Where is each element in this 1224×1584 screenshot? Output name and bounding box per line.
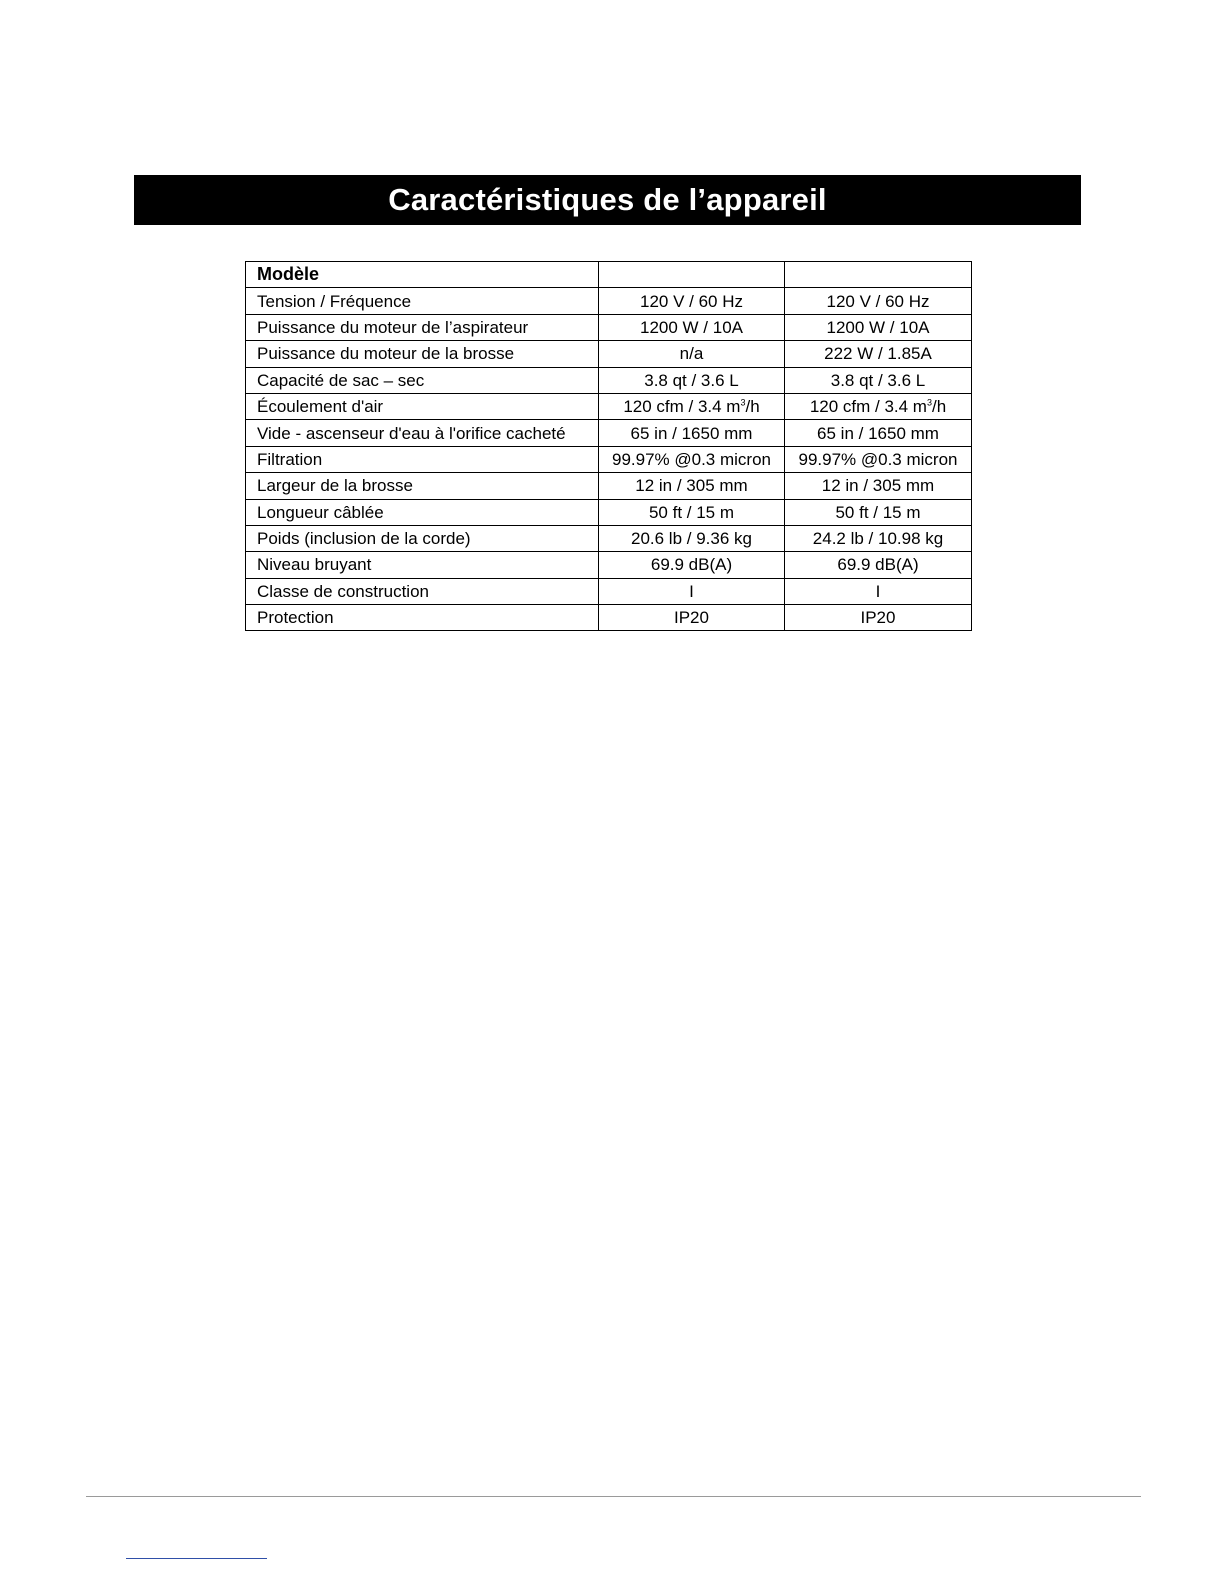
table-row-vacuum-motor-power xyxy=(246,314,972,340)
model-b-value: IP20 xyxy=(785,605,972,631)
model-header-label: Modèle xyxy=(246,262,599,288)
table-row-cord-length xyxy=(246,499,972,525)
title-banner xyxy=(134,175,1081,225)
model-b-value: 99.97% @0.3 micron xyxy=(785,446,972,472)
model-b-value: 120 V / 60 Hz xyxy=(785,288,972,314)
row-label: Vide - ascenseur d'eau à l'orifice cacheté xyxy=(246,420,599,446)
model-b-value: 50 ft / 15 m xyxy=(785,499,972,525)
table-row-weight xyxy=(246,525,972,551)
table-row-brush-width xyxy=(246,473,972,499)
row-label: Longueur câblée xyxy=(246,499,599,525)
model-a-value: 3.8 qt / 3.6 L xyxy=(599,367,785,393)
model-b-value: 3.8 qt / 3.6 L xyxy=(785,367,972,393)
row-label: Capacité de sac – sec xyxy=(246,367,599,393)
model-a-value: 20.6 lb / 9.36 kg xyxy=(599,525,785,551)
model-a-header xyxy=(599,262,785,288)
model-a-value: 1200 W / 10A xyxy=(599,314,785,340)
footer-link-underline xyxy=(126,1558,267,1559)
table-row-voltage xyxy=(246,288,972,314)
airflow-a-unit: /h xyxy=(745,397,760,417)
airflow-b-unit: /h xyxy=(932,397,947,417)
row-label: Puissance du moteur de la brosse xyxy=(246,341,599,367)
table-header-row xyxy=(246,262,972,288)
row-label: Niveau bruyant xyxy=(246,552,599,578)
row-label: Largeur de la brosse xyxy=(246,473,599,499)
model-a-value: 12 in / 305 mm xyxy=(599,473,785,499)
table-row-protection xyxy=(246,605,972,631)
row-label: Filtration xyxy=(246,446,599,472)
table-row-filtration xyxy=(246,446,972,472)
model-a-value: 50 ft / 15 m xyxy=(599,499,785,525)
model-b-value: 1200 W / 10A xyxy=(785,314,972,340)
model-a-value: I xyxy=(599,578,785,604)
model-b-header xyxy=(785,262,972,288)
model-a-value: 99.97% @0.3 micron xyxy=(599,446,785,472)
model-b-value: 69.9 dB(A) xyxy=(785,552,972,578)
table-row-noise-level xyxy=(246,552,972,578)
model-b-value: I xyxy=(785,578,972,604)
table-row-sealed-suction xyxy=(246,420,972,446)
model-a-value xyxy=(599,393,785,419)
row-label: Écoulement d'air xyxy=(246,393,599,419)
model-a-value: 120 V / 60 Hz xyxy=(599,288,785,314)
table-row-construction-class xyxy=(246,578,972,604)
row-label: Poids (inclusion de la corde) xyxy=(246,525,599,551)
model-a-value: IP20 xyxy=(599,605,785,631)
table-row-brush-motor-power xyxy=(246,341,972,367)
airflow-b-superscript: 3 xyxy=(926,397,932,408)
airflow-a-superscript: 3 xyxy=(740,397,746,408)
table-row-airflow xyxy=(246,393,972,419)
specifications-table xyxy=(245,261,972,631)
model-a-value: n/a xyxy=(599,341,785,367)
model-b-value: 222 W / 1.85A xyxy=(785,341,972,367)
model-b-value xyxy=(785,393,972,419)
model-a-value: 69.9 dB(A) xyxy=(599,552,785,578)
model-b-value: 12 in / 305 mm xyxy=(785,473,972,499)
row-label: Tension / Fréquence xyxy=(246,288,599,314)
model-a-value: 65 in / 1650 mm xyxy=(599,420,785,446)
row-label: Protection xyxy=(246,605,599,631)
page-title: Caractéristiques de l’appareil xyxy=(388,182,827,217)
model-b-value: 65 in / 1650 mm xyxy=(785,420,972,446)
row-label: Classe de construction xyxy=(246,578,599,604)
airflow-a-main: 120 cfm / 3.4 m xyxy=(623,397,741,417)
footer-divider xyxy=(86,1496,1141,1497)
model-b-value: 24.2 lb / 10.98 kg xyxy=(785,525,972,551)
table-row-bag-capacity xyxy=(246,367,972,393)
row-label: Puissance du moteur de l’aspirateur xyxy=(246,314,599,340)
airflow-b-main: 120 cfm / 3.4 m xyxy=(809,397,927,417)
